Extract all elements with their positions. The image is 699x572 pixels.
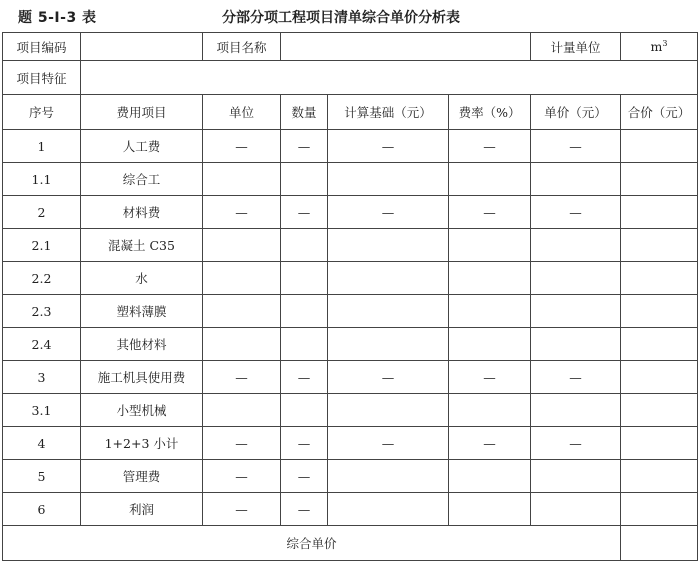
- code-label: 项目编码: [3, 33, 81, 61]
- table-number: 题 5-Ⅰ-3 表: [18, 10, 97, 26]
- row-number: 2: [3, 196, 81, 229]
- table-row: [3, 361, 698, 394]
- dash-cell: —: [203, 460, 281, 493]
- entry-cell[interactable]: [531, 295, 621, 328]
- dash-cell: —: [281, 130, 328, 163]
- entry-cell[interactable]: [531, 262, 621, 295]
- entry-cell[interactable]: [449, 493, 531, 526]
- dash-cell: —: [449, 196, 531, 229]
- entry-cell[interactable]: [621, 493, 698, 526]
- row-item: 其他材料: [81, 328, 203, 361]
- dash-cell: —: [281, 493, 328, 526]
- entry-cell[interactable]: [621, 394, 698, 427]
- entry-cell[interactable]: [531, 163, 621, 196]
- entry-cell[interactable]: [328, 163, 449, 196]
- table-row: [3, 427, 698, 460]
- row-item: 水: [81, 262, 203, 295]
- table-row: [3, 328, 698, 361]
- dash-cell: —: [449, 427, 531, 460]
- entry-cell[interactable]: [449, 394, 531, 427]
- dash-cell: —: [281, 196, 328, 229]
- entry-cell[interactable]: [328, 493, 449, 526]
- entry-cell[interactable]: [621, 229, 698, 262]
- table-row: [3, 262, 698, 295]
- entry-cell[interactable]: [621, 328, 698, 361]
- table-row: [3, 295, 698, 328]
- code-value-cell[interactable]: [81, 33, 203, 61]
- entry-cell[interactable]: [281, 163, 328, 196]
- dash-cell: —: [328, 130, 449, 163]
- entry-cell[interactable]: [621, 196, 698, 229]
- dash-cell: —: [328, 427, 449, 460]
- row-item: 人工费: [81, 130, 203, 163]
- dash-cell: —: [449, 130, 531, 163]
- entry-cell[interactable]: [328, 229, 449, 262]
- column-header: 数量: [281, 95, 328, 130]
- entry-cell[interactable]: [621, 262, 698, 295]
- dash-cell: —: [203, 361, 281, 394]
- feature-row: [3, 61, 698, 95]
- entry-cell[interactable]: [203, 394, 281, 427]
- table-row: [3, 229, 698, 262]
- dash-cell: —: [203, 427, 281, 460]
- entry-cell[interactable]: [621, 163, 698, 196]
- column-header: 合价（元）: [621, 95, 698, 130]
- column-header: 费用项目: [81, 95, 203, 130]
- row-item: 1+2+3 小计: [81, 427, 203, 460]
- dash-cell: —: [531, 361, 621, 394]
- column-header: 单位: [203, 95, 281, 130]
- table-row: [3, 460, 698, 493]
- table-header: [0, 0, 699, 32]
- entry-cell[interactable]: [281, 328, 328, 361]
- row-number: 2.3: [3, 295, 81, 328]
- entry-cell[interactable]: [328, 262, 449, 295]
- info-row: [3, 33, 698, 61]
- table-row: [3, 493, 698, 526]
- row-number: 5: [3, 460, 81, 493]
- row-item: 施工机具使用费: [81, 361, 203, 394]
- row-item: 混凝土 C35: [81, 229, 203, 262]
- entry-cell[interactable]: [328, 460, 449, 493]
- entry-cell[interactable]: [449, 163, 531, 196]
- entry-cell[interactable]: [531, 493, 621, 526]
- entry-cell[interactable]: [281, 229, 328, 262]
- entry-cell[interactable]: [621, 130, 698, 163]
- entry-cell[interactable]: [531, 460, 621, 493]
- row-number: 3: [3, 361, 81, 394]
- dash-cell: —: [328, 196, 449, 229]
- entry-cell[interactable]: [621, 361, 698, 394]
- row-number: 2.4: [3, 328, 81, 361]
- unit-label: 计量单位: [531, 33, 621, 61]
- row-item: 管理费: [81, 460, 203, 493]
- dash-cell: —: [531, 196, 621, 229]
- dash-cell: —: [203, 196, 281, 229]
- row-number: 3.1: [3, 394, 81, 427]
- entry-cell[interactable]: [449, 262, 531, 295]
- row-number: 6: [3, 493, 81, 526]
- entry-cell[interactable]: [281, 394, 328, 427]
- row-number: 1.1: [3, 163, 81, 196]
- unit-value: m: [650, 39, 663, 55]
- entry-cell[interactable]: [203, 328, 281, 361]
- dash-cell: —: [281, 427, 328, 460]
- column-header: 计算基础（元）: [328, 95, 449, 130]
- entry-cell[interactable]: [203, 163, 281, 196]
- row-item: 小型机械: [81, 394, 203, 427]
- entry-cell[interactable]: [449, 328, 531, 361]
- dash-cell: —: [531, 427, 621, 460]
- table-row: [3, 394, 698, 427]
- row-number: 2.2: [3, 262, 81, 295]
- row-number: 2.1: [3, 229, 81, 262]
- dash-cell: —: [281, 460, 328, 493]
- row-item: 塑料薄膜: [81, 295, 203, 328]
- unit-value-cell: [621, 33, 698, 61]
- column-header: 单价（元）: [531, 95, 621, 130]
- total-value-cell[interactable]: [621, 526, 698, 561]
- row-item: 综合工: [81, 163, 203, 196]
- row-number: 1: [3, 130, 81, 163]
- dash-cell: —: [203, 130, 281, 163]
- unit-price-analysis-table: [2, 32, 698, 561]
- entry-cell[interactable]: [449, 295, 531, 328]
- entry-cell[interactable]: [449, 460, 531, 493]
- entry-cell[interactable]: [203, 295, 281, 328]
- dash-cell: —: [531, 130, 621, 163]
- entry-cell[interactable]: [281, 262, 328, 295]
- feature-label: 项目特征: [3, 61, 81, 95]
- name-value-cell[interactable]: [281, 33, 531, 61]
- entry-cell[interactable]: [449, 229, 531, 262]
- column-header: 序号: [3, 95, 81, 130]
- entry-cell[interactable]: [328, 328, 449, 361]
- entry-cell[interactable]: [531, 229, 621, 262]
- dash-cell: —: [203, 493, 281, 526]
- table-row: [3, 196, 698, 229]
- total-label: 综合单价: [3, 526, 621, 561]
- table-row: [3, 163, 698, 196]
- entry-cell[interactable]: [531, 394, 621, 427]
- dash-cell: —: [328, 361, 449, 394]
- column-header: 费率（%）: [449, 95, 531, 130]
- entry-cell[interactable]: [203, 262, 281, 295]
- table-row: [3, 130, 698, 163]
- dash-cell: —: [281, 361, 328, 394]
- entry-cell[interactable]: [328, 295, 449, 328]
- entry-cell[interactable]: [281, 295, 328, 328]
- entry-cell[interactable]: [621, 460, 698, 493]
- row-item: 利润: [81, 493, 203, 526]
- feature-value-cell[interactable]: [81, 61, 698, 95]
- entry-cell[interactable]: [531, 328, 621, 361]
- column-header-row: [3, 95, 698, 130]
- name-label: 项目名称: [203, 33, 281, 61]
- entry-cell[interactable]: [328, 394, 449, 427]
- row-item: 材料费: [81, 196, 203, 229]
- dash-cell: —: [449, 361, 531, 394]
- entry-cell[interactable]: [621, 295, 698, 328]
- entry-cell[interactable]: [621, 427, 698, 460]
- total-row: [3, 526, 698, 561]
- entry-cell[interactable]: [203, 229, 281, 262]
- table-title: 分部分项工程项目清单综合单价分析表: [222, 10, 460, 26]
- unit-superscript: 3: [662, 38, 668, 48]
- row-number: 4: [3, 427, 81, 460]
